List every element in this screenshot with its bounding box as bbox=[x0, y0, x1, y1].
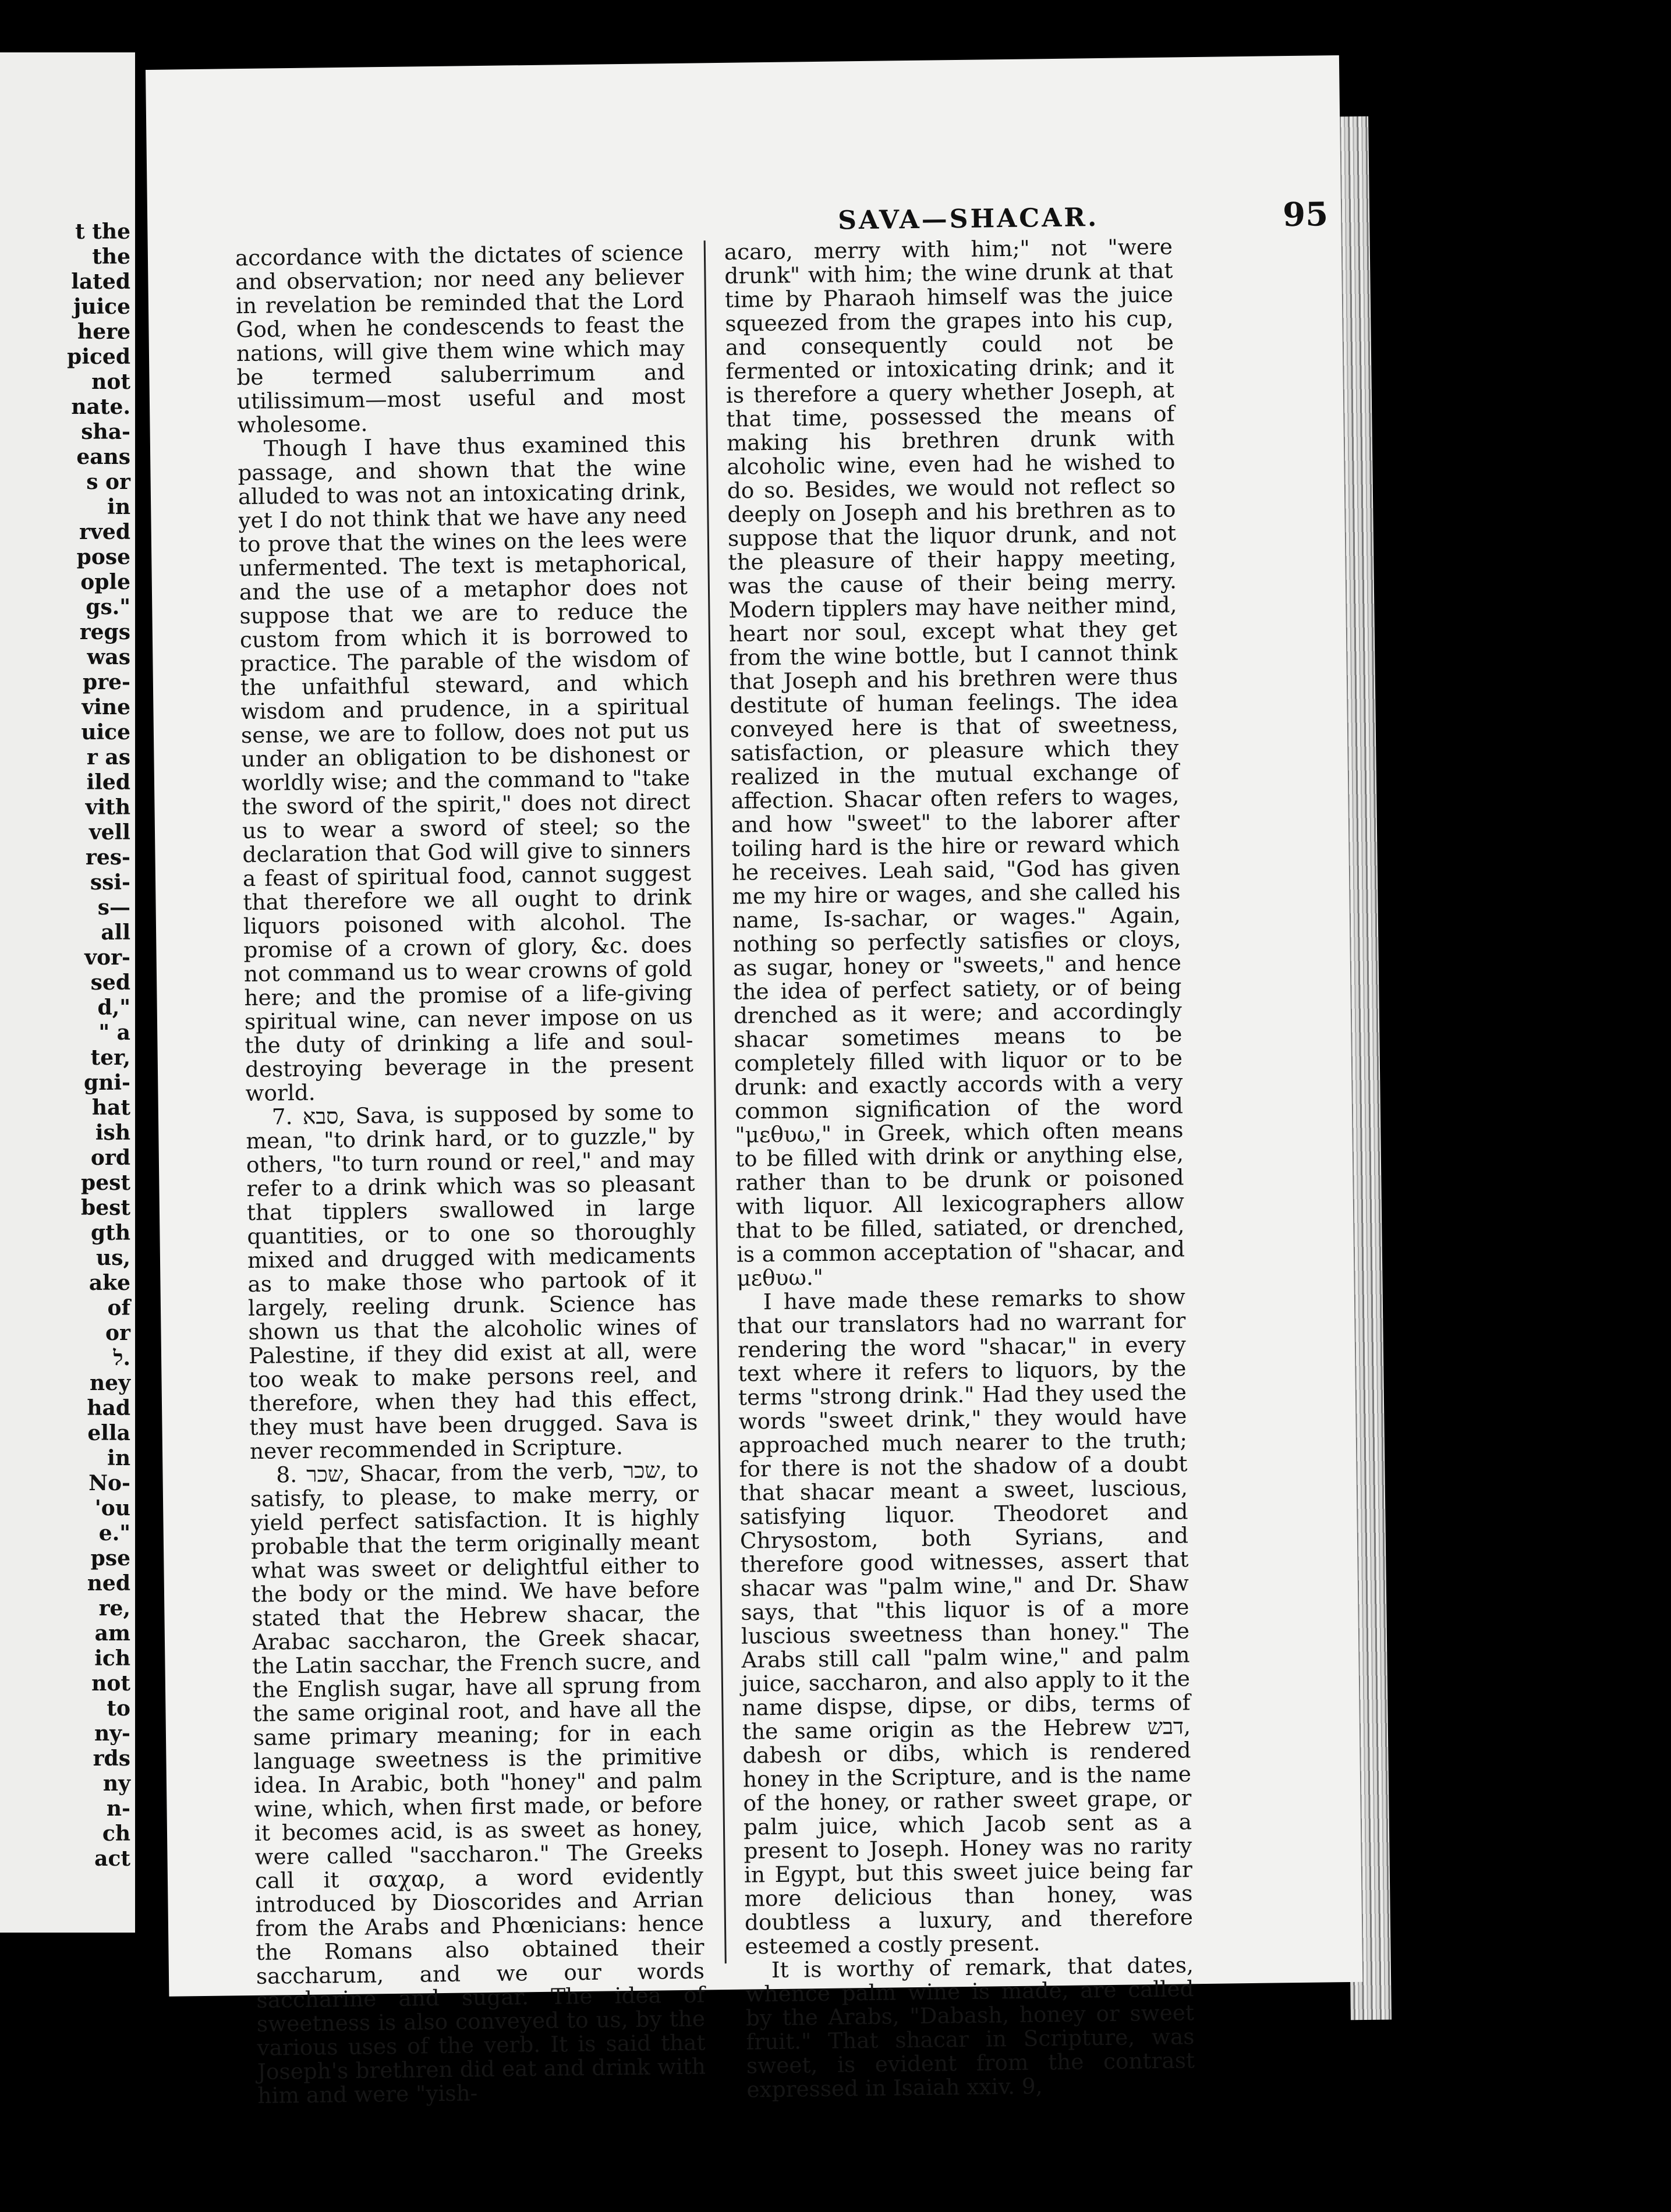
line-fragment: s— bbox=[97, 895, 130, 920]
line-fragment: juice bbox=[73, 295, 130, 319]
line-fragment: No- bbox=[88, 1471, 130, 1495]
running-title: SAVA—SHACAR. bbox=[837, 203, 1099, 236]
paragraph: Though I have thus examined this passage, and shown that the wine alluded to was not an intoxicating drink, yet I do not think that we have any need to prove that the wines on the lees were unfermented. The text is metaphorical, and the use of a metaphor does not suppose that we are to reduce the custom from which it is borrowed to practice. The parable of the wisdom of the unfaithful steward, and which wisdom and prudence, in a spiritual sense, we are to follow, does not put us under an obligation to be dishonest or worldly wise; and the command to "take the sword of the spirit," does not direct us to wear a sword of steel; so the declaration that God will give to sinners a feast of spiritual food, cannot suggest that therefore we all ought to drink liquors poisoned with alcohol. The promise of a crown of glory, &c. does not command us to wear crowns of gold here; and the promise of a life-giving spiritual wine, can never impose on us the duty of drinking a life and soul-destroying beverage in the present world. bbox=[238, 430, 694, 1107]
line-fragment: us, bbox=[96, 1246, 130, 1270]
paragraph: acaro, merry with him;" not "were drunk" with him; the wine drunk at that time by Pharaoh himself was the juice squeezed from the grapes into his cup, and consequently could not be fermented or intoxicating drink; and it is therefore a query whether Joseph, at that time, possessed the means of making his brethren drunk with alcoholic wine, even had he wished to do so. Besides, we would not reflect so deeply on Joseph and his brethren as to suppose that the liquor drunk, and not the pleasure of their happy meeting, was the cause of their being merry. Modern tipplers may have neither mind, heart nor soul, except what they get from the wine bottle, but I cannot think that Joseph and his brethren were thus destitute of human feelings. The idea conveyed here is that of sweetness, satisfaction, or pleasure which they realized in the mutual exchange of affection. Shacar often refers to wages, and how "sweet" to the laborer after toiling hard is the hire or reward which he receives. Leah said, "God has given me my hire or wages, and she called his name, Is-sachar, or wages." Again, nothing so perfectly satisfies or cloys, as sugar, honey or "sweets," and hence the idea of perfect satiety, or of being drenched as it were; and accordingly shacar sometimes means to be completely filled with liquor or to be drunk: and exactly accords with a very common signification of the word "μεθυω," in Greek, which often means to be filled with drink or anything else, rather than to be drunk or poisoned with liquor. All lexicographers allow that to be filled, satiated, or drenched, is a common acceptation of "shacar, and μεθυω." bbox=[724, 233, 1185, 1291]
line-fragment: ish bbox=[95, 1121, 130, 1145]
line-fragment: e." bbox=[98, 1521, 130, 1545]
text-column-right bbox=[724, 233, 1195, 2103]
line-fragment: ord bbox=[90, 1146, 130, 1170]
page-number: 95 bbox=[1282, 195, 1329, 235]
line-fragment: all bbox=[101, 920, 130, 945]
line-fragment: rds bbox=[93, 1746, 130, 1771]
line-fragment: ny- bbox=[94, 1721, 130, 1746]
line-fragment: r as bbox=[86, 745, 130, 770]
line-fragment: t the bbox=[75, 219, 130, 244]
line-fragment: the bbox=[92, 244, 130, 269]
line-fragment: was bbox=[87, 645, 130, 669]
line-fragment: gth bbox=[91, 1221, 130, 1245]
line-fragment: res- bbox=[85, 845, 130, 870]
line-fragment: pse bbox=[90, 1546, 130, 1571]
line-fragment: ella bbox=[87, 1421, 130, 1445]
line-fragment: ich bbox=[94, 1646, 130, 1671]
line-fragment: iled bbox=[86, 770, 130, 795]
line-fragment: here bbox=[77, 320, 130, 344]
line-fragment: or bbox=[105, 1321, 130, 1345]
paragraph: I have made these remarks to show that our translators had no warrant for rendering the word "shacar," in every text where it refers to liquors, by the terms "strong drink." Had they used the words "sweet drink," they would have approached much nearer to the truth; for there is not the shadow of a doubt that shacar meant a sweet, luscious, satisfying liquor. Theodoret and Chrysostom, both Syrians, and therefore good witnesses, assert that shacar was "palm wine," and Dr. Shaw says, that "this liquor is of a more luscious sweetness than honey." The Arabs still call "palm wine," and palm juice, saccharon, and also apply to it the name dispse, dipse, or dibs, terms of the same origin as the Hebrew דבש, dabesh or dibs, which is rendered honey in the Scripture, and is the name of the honey, or rather sweet grape, or palm juice, which Jacob sent as a present to Joseph. Honey was no rarity in Egypt, but this sweet juice being far more delicious than honey, was doubtless a luxury, and therefore esteemed a costly present. bbox=[737, 1284, 1194, 1959]
line-fragment: " a bbox=[98, 1020, 130, 1045]
line-fragment: ople bbox=[80, 570, 130, 594]
line-fragment: pose bbox=[76, 545, 130, 569]
line-fragment: rved bbox=[79, 520, 130, 544]
line-fragment: vith bbox=[85, 795, 130, 820]
line-fragment: n- bbox=[106, 1796, 130, 1821]
line-fragment: re, bbox=[98, 1596, 130, 1621]
line-fragment: am bbox=[94, 1621, 130, 1646]
line-fragment: vell bbox=[88, 820, 130, 845]
line-fragment: had bbox=[87, 1396, 130, 1420]
line-fragment: nate. bbox=[71, 395, 130, 419]
line-fragment: uice bbox=[81, 720, 130, 745]
column-rule bbox=[704, 240, 727, 1963]
line-fragment: ned bbox=[87, 1571, 130, 1596]
book-gutter bbox=[135, 52, 146, 1933]
line-fragment: pre- bbox=[83, 670, 130, 694]
line-fragment: eans bbox=[76, 445, 130, 469]
line-fragment: vor- bbox=[84, 945, 130, 970]
line-fragment: piced bbox=[67, 345, 130, 369]
line-fragment: to bbox=[107, 1696, 130, 1721]
line-fragment: hat bbox=[91, 1096, 130, 1120]
line-fragment: s or bbox=[86, 470, 130, 494]
line-fragment: vine bbox=[82, 695, 130, 719]
line-fragment: gs." bbox=[86, 595, 130, 619]
line-fragment: gni- bbox=[84, 1070, 130, 1095]
line-fragment: not bbox=[91, 1671, 130, 1696]
text-column-left bbox=[235, 239, 706, 2108]
paragraph: 7. סבא, Sava, is supposed by some to mean, "to drink hard, or to guzzle," by others, "to turn round or reel," and may refer to a drink which was so pleasant that tipplers swallowed in large quantities, or to one so thoroughly mixed and drugged with medicaments as to make those who partook of it largely, reeling drunk. Science has shown us that the alcoholic wines of Palestine, if they did exist at all, were too weak to make persons reel, and therefore, when they had this effect, they must have been drugged. Sava is never recommended in Scripture. bbox=[246, 1098, 698, 1464]
line-fragment: of bbox=[107, 1296, 130, 1320]
previous-page-fragment bbox=[0, 52, 135, 1933]
line-fragment: regs bbox=[79, 620, 130, 644]
book-page bbox=[146, 55, 1362, 2108]
paragraph: 8. שכר, Shacar, from the verb, שכר, to satisfy, to please, to make merry, or yield perfect satisfaction. It is highly probable that the term originally meant what was sweet or delightful either to the body or the mind. We have before stated that the Hebrew shacar, the Arabac saccharon, the Greek shacar, the Latin sacchar, the French sucre, and the English sugar, have all sprung from the same original root, and have all the same primary meaning; for in each language sweetness is the primitive idea. In Arabic, both "honey" and palm wine, which, when first made, or before it becomes acid, is as sweet as honey, were called "saccharon." The Greeks call it σαχαρ, a word evidently introduced by Dioscorides and Arrian from the Arabs and Phœnicians: hence the Romans also obtained their saccharum, and we our words saccharine and sugar. The idea of sweetness is also conveyed to us, by the various uses of the verb. It is said that Joseph's brethren did eat and drink with him and were "yish- bbox=[250, 1456, 706, 2108]
line-fragment: ney bbox=[90, 1371, 130, 1395]
line-fragment: lated bbox=[71, 270, 130, 294]
line-fragment: ch bbox=[102, 1821, 130, 1846]
line-fragment: act bbox=[94, 1846, 130, 1871]
line-fragment: pest bbox=[81, 1171, 130, 1195]
line-fragment: ake bbox=[88, 1271, 130, 1295]
line-fragment: ny bbox=[102, 1771, 130, 1796]
line-fragment: in bbox=[107, 1446, 130, 1470]
paragraph: accordance with the dictates of science and observation; nor need any believer in revelation be reminded that the Lord God, when he condescends to feast the nations, will give them wine which may be termed saluberrimum and utilissimum—most useful and most wholesome. bbox=[235, 239, 686, 438]
line-fragment: ssi- bbox=[90, 870, 130, 895]
line-fragment: sha- bbox=[81, 420, 130, 444]
line-fragment: d," bbox=[97, 995, 130, 1020]
line-fragment: not bbox=[91, 370, 130, 394]
line-fragment: in bbox=[107, 495, 130, 519]
line-fragment: best bbox=[81, 1196, 130, 1220]
line-fragment: ter, bbox=[90, 1045, 130, 1070]
line-fragment: 'ou bbox=[94, 1496, 130, 1520]
line-fragment: ל. bbox=[113, 1346, 130, 1370]
line-fragment: sed bbox=[90, 970, 130, 995]
paragraph: It is worthy of remark, that dates, whence palm wine is made, are called by the Arabs, "Dabash, honey or sweet fruit." That shacar in Scripture, was sweet, is evident from the contrast expressed in Isaiah xxiv. 9, bbox=[745, 1952, 1195, 2103]
